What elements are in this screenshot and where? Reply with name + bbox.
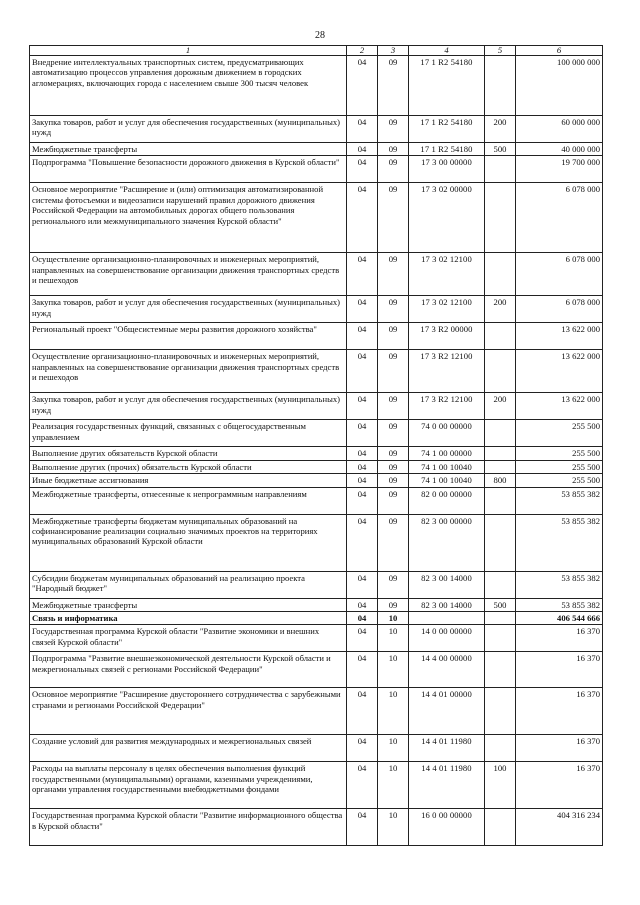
cell-amount: 16 370 bbox=[516, 688, 603, 735]
cell-section: 04 bbox=[347, 735, 378, 762]
table-row bbox=[30, 652, 603, 688]
cell-target-article: 82 0 00 00000 bbox=[409, 487, 485, 514]
cell-name: Создание условий для развития международных и межрегиональных связей bbox=[30, 735, 347, 762]
cell-name: Иные бюджетные ассигнования bbox=[30, 474, 347, 487]
table-row bbox=[30, 809, 603, 846]
cell-target-article: 82 3 00 00000 bbox=[409, 514, 485, 571]
cell-amount: 255 500 bbox=[516, 447, 603, 460]
cell-target-article: 74 0 00 00000 bbox=[409, 420, 485, 447]
table-row bbox=[30, 487, 603, 514]
cell-amount: 13 622 000 bbox=[516, 323, 603, 350]
cell-name: Расходы на выплаты персоналу в целях обеспечения выполнения функций государственными (муниципальными) органами, казенными учреждениями, органами управления государственными внебюджетными фондами bbox=[30, 762, 347, 809]
cell-expense-type bbox=[485, 350, 516, 393]
cell-subsection: 10 bbox=[378, 762, 409, 809]
cell-name: Подпрограмма "Развитие внешнеэкономической деятельности Курской области и межрегиональных связей с регионами Российской Федерации" bbox=[30, 652, 347, 688]
cell-subsection: 09 bbox=[378, 253, 409, 296]
cell-section: 04 bbox=[347, 598, 378, 611]
cell-section: 04 bbox=[347, 514, 378, 571]
cell-expense-type: 800 bbox=[485, 474, 516, 487]
cell-subsection: 10 bbox=[378, 625, 409, 652]
table-row bbox=[30, 350, 603, 393]
cell-name: Закупка товаров, работ и услуг для обеспечения государственных (муниципальных) нужд bbox=[30, 393, 347, 420]
cell-subsection: 09 bbox=[378, 156, 409, 183]
cell-name: Основное мероприятие "Расширение и (или) оптимизация автоматизированной системы фотосъемки и видеозаписи нарушений правил дорожного движения Российской Федерации на автомобильных дорогах общего пользования регионального или межмуниципального значения Курской области" bbox=[30, 183, 347, 253]
cell-expense-type bbox=[485, 514, 516, 571]
cell-target-article: 74 1 00 10040 bbox=[409, 460, 485, 473]
cell-target-article: 14 4 01 11980 bbox=[409, 762, 485, 809]
table-header-row bbox=[30, 46, 603, 56]
page-number: 28 bbox=[315, 30, 325, 41]
table-row bbox=[30, 143, 603, 156]
cell-target-article: 14 4 01 11980 bbox=[409, 735, 485, 762]
cell-expense-type bbox=[485, 652, 516, 688]
cell-name: Основное мероприятие "Расширение двустороннего сотрудничества с зарубежными странами и регионами Российской Федерации" bbox=[30, 688, 347, 735]
cell-expense-type bbox=[485, 56, 516, 116]
cell-expense-type bbox=[485, 253, 516, 296]
header-col-5: 5 bbox=[485, 46, 516, 56]
cell-subsection: 10 bbox=[378, 809, 409, 846]
table-row bbox=[30, 183, 603, 253]
cell-name: Государственная программа Курской области "Развитие экономики и внешних связей Курской области" bbox=[30, 625, 347, 652]
cell-section: 04 bbox=[347, 447, 378, 460]
cell-subsection: 10 bbox=[378, 735, 409, 762]
cell-subsection: 09 bbox=[378, 447, 409, 460]
cell-expense-type bbox=[485, 420, 516, 447]
cell-amount: 255 500 bbox=[516, 474, 603, 487]
cell-name: Подпрограмма "Повышение безопасности дорожного движения в Курской области" bbox=[30, 156, 347, 183]
cell-section: 04 bbox=[347, 612, 378, 625]
table-row bbox=[30, 116, 603, 143]
cell-target-article: 82 3 00 14000 bbox=[409, 598, 485, 611]
table-row bbox=[30, 253, 603, 296]
cell-subsection: 09 bbox=[378, 598, 409, 611]
cell-amount: 13 622 000 bbox=[516, 393, 603, 420]
cell-name: Межбюджетные трансферты, отнесенные к непрограммным направлениям bbox=[30, 487, 347, 514]
cell-section: 04 bbox=[347, 652, 378, 688]
cell-target-article: 17 3 02 12100 bbox=[409, 253, 485, 296]
table-row bbox=[30, 571, 603, 598]
cell-subsection: 10 bbox=[378, 612, 409, 625]
cell-target-article: 14 0 00 00000 bbox=[409, 625, 485, 652]
cell-expense-type bbox=[485, 571, 516, 598]
cell-amount: 255 500 bbox=[516, 420, 603, 447]
table-row bbox=[30, 474, 603, 487]
cell-section: 04 bbox=[347, 323, 378, 350]
table-row bbox=[30, 688, 603, 735]
cell-target-article: 17 3 R2 12100 bbox=[409, 350, 485, 393]
cell-subsection: 09 bbox=[378, 116, 409, 143]
cell-subsection: 09 bbox=[378, 183, 409, 253]
cell-section: 04 bbox=[347, 625, 378, 652]
cell-expense-type bbox=[485, 688, 516, 735]
cell-expense-type bbox=[485, 487, 516, 514]
cell-target-article: 17 1 R2 54180 bbox=[409, 143, 485, 156]
cell-subsection: 09 bbox=[378, 393, 409, 420]
cell-section: 04 bbox=[347, 183, 378, 253]
cell-expense-type bbox=[485, 612, 516, 625]
cell-subsection: 10 bbox=[378, 652, 409, 688]
budget-table bbox=[29, 45, 603, 846]
cell-expense-type bbox=[485, 183, 516, 253]
cell-target-article: 14 4 00 00000 bbox=[409, 652, 485, 688]
cell-section: 04 bbox=[347, 762, 378, 809]
table-row bbox=[30, 598, 603, 611]
table-row bbox=[30, 625, 603, 652]
cell-target-article: 17 1 R2 54180 bbox=[409, 56, 485, 116]
cell-section: 04 bbox=[347, 156, 378, 183]
cell-target-article: 17 3 R2 00000 bbox=[409, 323, 485, 350]
cell-name: Выполнение других (прочих) обязательств Курской области bbox=[30, 460, 347, 473]
cell-target-article: 16 0 00 00000 bbox=[409, 809, 485, 846]
table-row bbox=[30, 514, 603, 571]
cell-expense-type: 500 bbox=[485, 143, 516, 156]
cell-subsection: 09 bbox=[378, 56, 409, 116]
cell-section: 04 bbox=[347, 571, 378, 598]
cell-subsection: 09 bbox=[378, 514, 409, 571]
cell-target-article bbox=[409, 612, 485, 625]
cell-expense-type: 200 bbox=[485, 393, 516, 420]
cell-amount: 100 000 000 bbox=[516, 56, 603, 116]
cell-name: Внедрение интеллектуальных транспортных систем, предусматривающих автоматизацию процессов управления дорожным движением в городских агломерациях, включающих города с населением свыше 300 тысяч человек bbox=[30, 56, 347, 116]
table-row bbox=[30, 323, 603, 350]
cell-section: 04 bbox=[347, 116, 378, 143]
table-row bbox=[30, 56, 603, 116]
table-row bbox=[30, 612, 603, 625]
cell-expense-type: 500 bbox=[485, 598, 516, 611]
cell-amount: 255 500 bbox=[516, 460, 603, 473]
cell-name: Выполнение других обязательств Курской области bbox=[30, 447, 347, 460]
cell-subsection: 09 bbox=[378, 350, 409, 393]
cell-target-article: 14 4 01 00000 bbox=[409, 688, 485, 735]
cell-amount: 40 000 000 bbox=[516, 143, 603, 156]
table-row bbox=[30, 460, 603, 473]
header-col-3: 3 bbox=[378, 46, 409, 56]
cell-subsection: 09 bbox=[378, 420, 409, 447]
cell-amount: 53 855 382 bbox=[516, 598, 603, 611]
cell-name: Закупка товаров, работ и услуг для обеспечения государственных (муниципальных) нужд bbox=[30, 296, 347, 323]
header-col-6: 6 bbox=[516, 46, 603, 56]
cell-target-article: 82 3 00 14000 bbox=[409, 571, 485, 598]
cell-amount: 6 078 000 bbox=[516, 253, 603, 296]
cell-amount: 13 622 000 bbox=[516, 350, 603, 393]
cell-expense-type bbox=[485, 323, 516, 350]
cell-name: Связь и информатика bbox=[30, 612, 347, 625]
cell-subsection: 09 bbox=[378, 143, 409, 156]
cell-section: 04 bbox=[347, 688, 378, 735]
header-col-2: 2 bbox=[347, 46, 378, 56]
cell-expense-type bbox=[485, 735, 516, 762]
cell-amount: 6 078 000 bbox=[516, 183, 603, 253]
cell-section: 04 bbox=[347, 296, 378, 323]
cell-amount: 406 544 666 bbox=[516, 612, 603, 625]
cell-name: Межбюджетные трансферты бюджетам муниципальных образований на софинансирование реализации социально значимых проектов на территориях муниципальных образований Курской области bbox=[30, 514, 347, 571]
cell-subsection: 09 bbox=[378, 474, 409, 487]
cell-subsection: 09 bbox=[378, 571, 409, 598]
table-row bbox=[30, 156, 603, 183]
cell-subsection: 09 bbox=[378, 323, 409, 350]
table-row bbox=[30, 420, 603, 447]
cell-section: 04 bbox=[347, 420, 378, 447]
cell-section: 04 bbox=[347, 56, 378, 116]
cell-expense-type: 200 bbox=[485, 116, 516, 143]
cell-name: Государственная программа Курской области "Развитие информационного общества в Курской области" bbox=[30, 809, 347, 846]
cell-target-article: 74 1 00 10040 bbox=[409, 474, 485, 487]
cell-expense-type bbox=[485, 809, 516, 846]
cell-section: 04 bbox=[347, 474, 378, 487]
cell-name: Субсидии бюджетам муниципальных образований на реализацию проекта "Народный бюджет" bbox=[30, 571, 347, 598]
cell-amount: 60 000 000 bbox=[516, 116, 603, 143]
table-row bbox=[30, 762, 603, 809]
table-row bbox=[30, 735, 603, 762]
cell-target-article: 17 1 R2 54180 bbox=[409, 116, 485, 143]
cell-name: Осуществление организационно-планировочных и инженерных мероприятий, направленных на совершенствование организации движения транспортных средств и пешеходов bbox=[30, 253, 347, 296]
cell-section: 04 bbox=[347, 487, 378, 514]
cell-name: Закупка товаров, работ и услуг для обеспечения государственных (муниципальных) нужд bbox=[30, 116, 347, 143]
cell-amount: 16 370 bbox=[516, 625, 603, 652]
cell-amount: 16 370 bbox=[516, 762, 603, 809]
cell-name: Межбюджетные трансферты bbox=[30, 143, 347, 156]
cell-subsection: 09 bbox=[378, 487, 409, 514]
cell-amount: 404 316 234 bbox=[516, 809, 603, 846]
cell-target-article: 17 3 R2 12100 bbox=[409, 393, 485, 420]
cell-amount: 53 855 382 bbox=[516, 571, 603, 598]
cell-name: Реализация государственных функций, связанных с общегосударственным управлением bbox=[30, 420, 347, 447]
cell-amount: 53 855 382 bbox=[516, 514, 603, 571]
cell-name: Межбюджетные трансферты bbox=[30, 598, 347, 611]
cell-subsection: 09 bbox=[378, 460, 409, 473]
cell-subsection: 09 bbox=[378, 296, 409, 323]
cell-amount: 16 370 bbox=[516, 735, 603, 762]
cell-amount: 16 370 bbox=[516, 652, 603, 688]
cell-expense-type: 200 bbox=[485, 296, 516, 323]
cell-section: 04 bbox=[347, 350, 378, 393]
table-row bbox=[30, 296, 603, 323]
cell-amount: 6 078 000 bbox=[516, 296, 603, 323]
cell-section: 04 bbox=[347, 460, 378, 473]
cell-expense-type bbox=[485, 625, 516, 652]
cell-name: Осуществление организационно-планировочных и инженерных мероприятий, направленных на совершенствование организации движения транспортных средств и пешеходов bbox=[30, 350, 347, 393]
header-col-4: 4 bbox=[409, 46, 485, 56]
cell-target-article: 17 3 00 00000 bbox=[409, 156, 485, 183]
cell-target-article: 74 1 00 00000 bbox=[409, 447, 485, 460]
cell-expense-type: 100 bbox=[485, 762, 516, 809]
cell-expense-type bbox=[485, 447, 516, 460]
cell-section: 04 bbox=[347, 393, 378, 420]
cell-section: 04 bbox=[347, 143, 378, 156]
cell-name: Региональный проект "Общесистемные меры развития дорожного хозяйства" bbox=[30, 323, 347, 350]
cell-amount: 53 855 382 bbox=[516, 487, 603, 514]
cell-amount: 19 700 000 bbox=[516, 156, 603, 183]
cell-section: 04 bbox=[347, 253, 378, 296]
cell-subsection: 10 bbox=[378, 688, 409, 735]
cell-section: 04 bbox=[347, 809, 378, 846]
cell-target-article: 17 3 02 12100 bbox=[409, 296, 485, 323]
cell-target-article: 17 3 02 00000 bbox=[409, 183, 485, 253]
cell-expense-type bbox=[485, 156, 516, 183]
cell-expense-type bbox=[485, 460, 516, 473]
table-row bbox=[30, 447, 603, 460]
table-row bbox=[30, 393, 603, 420]
header-col-1: 1 bbox=[30, 46, 347, 56]
